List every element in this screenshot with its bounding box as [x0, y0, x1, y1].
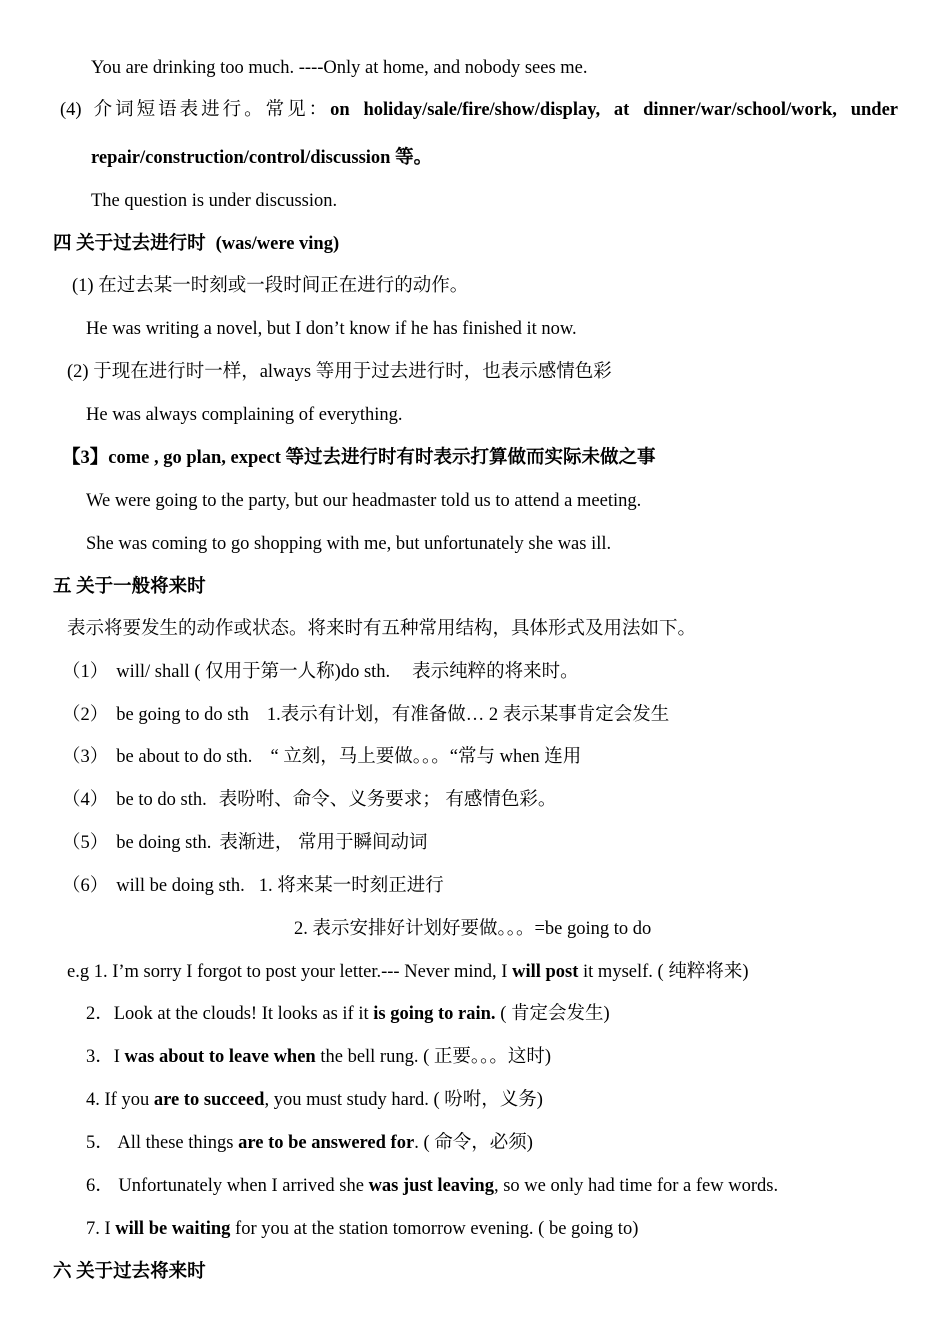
item-form: be going to do sth [116, 705, 249, 725]
structure-item-5 [62, 831, 427, 855]
example-line: The question is under discussion. [91, 191, 338, 211]
sentence-part: for you at the station tomorrow evening. ( be going to) [230, 1219, 639, 1239]
structure-item-6 [62, 874, 444, 898]
point-1: (1) 在过去某一时刻或一段时间正在进行的动作。 [72, 276, 469, 296]
item-usage: 表吩咐、命令、义务要求； 有感情色彩。 [218, 790, 557, 810]
section-heading-4 [53, 232, 339, 256]
item-form: be about to do sth. [116, 747, 253, 767]
sentence-highlight: are to be answered for [238, 1133, 415, 1153]
example-sentence-1 [67, 960, 748, 984]
sentence-highlight: are to succeed [153, 1090, 265, 1110]
sentence-part: ( 肯定会发生) [495, 1004, 610, 1024]
section-intro: 表示将要发生的动作或状态。将来时有五种常用结构，具体形式及用法如下。 [67, 619, 697, 639]
example-sentence-2 [86, 1002, 610, 1026]
sentence-part: the bell rung. ( 正要。。。这时) [315, 1047, 552, 1067]
rule-text: 介词短语表进行。常见： [93, 100, 331, 120]
example-line: He was always complaining of everything. [86, 405, 403, 425]
structure-item-6-usage-2: 2. 表示安排好计划好要做。。。=be going to do [294, 919, 652, 939]
sentence-part: 4. If you [86, 1090, 154, 1110]
rule-4-line [60, 98, 898, 122]
example-sentence-7 [86, 1217, 638, 1241]
example-sentence-5 [86, 1131, 533, 1155]
item-number: （4） [62, 790, 109, 810]
sentence-highlight: will post [512, 962, 579, 982]
item-usage: “ 立刻，马上要做。。。“常与 when 连用 [270, 747, 582, 767]
item-form: will/ shall ( 仅用于第一人称)do sth. [116, 662, 391, 682]
section-heading-6: 六 关于过去将来时 [53, 1262, 206, 1282]
item-number: （5） [62, 833, 109, 853]
item-number: （3） [62, 747, 109, 767]
sentence-part: it myself. ( 纯粹将来) [578, 962, 749, 982]
example-line: We were going to the party, but our headmaster told us to attend a meeting. [86, 491, 642, 511]
item-form: be doing sth. [116, 833, 212, 853]
point-2: (2) 于现在进行时一样，always 等用于过去进行时，也表示感情色彩 [67, 362, 612, 382]
item-form: be to do sth. [116, 790, 207, 810]
sentence-part: 3．I [86, 1047, 125, 1067]
sentence-highlight: was just leaving [368, 1176, 494, 1196]
item-number: （6） [62, 876, 109, 896]
item-number: （1） [62, 662, 109, 682]
heading-formula: (was/were ving) [215, 234, 340, 254]
rule-phrases-continued: repair/construction/control/discussion 等。 [91, 148, 433, 168]
item-number: （2） [62, 705, 109, 725]
sentence-highlight: will be waiting [115, 1219, 231, 1239]
point-3: 【3】come , go plan, expect 等过去进行时有时表示打算做而实际未做之事 [62, 448, 656, 468]
sentence-part: 5． All these things [86, 1133, 239, 1153]
item-usage: 表渐进， 常用于瞬间动词 [219, 833, 428, 853]
sentence-part: e.g 1. I’m sorry I forgot to post your letter.--- Never mind, I [67, 962, 513, 982]
sentence-highlight: is going to rain. [373, 1004, 496, 1024]
structure-item-3 [62, 745, 581, 769]
sentence-part: 7. I [86, 1219, 116, 1239]
example-sentence-6 [86, 1174, 778, 1198]
sentence-part: 2．Look at the clouds! It looks as if it [86, 1004, 374, 1024]
rule-phrases: on holiday/sale/fire/show/display, at dinner/war/school/work, under [330, 100, 898, 120]
item-usage: 表示纯粹的将来时。 [412, 662, 579, 682]
example-line: She was coming to go shopping with me, but unfortunately she was ill. [86, 534, 612, 554]
rule-number: (4) [60, 100, 82, 120]
example-sentence-4 [86, 1088, 543, 1112]
example-sentence-3 [86, 1045, 551, 1069]
section-heading-5: 五 关于一般将来时 [53, 577, 206, 597]
example-line: He was writing a novel, but I don’t know if he has finished it now. [86, 319, 577, 339]
structure-item-4 [62, 788, 556, 812]
item-usage: 1.表示有计划，有准备做… 2 表示某事肯定会发生 [266, 705, 670, 725]
sentence-part: 6． Unfortunately when I arrived she [86, 1176, 369, 1196]
sentence-part: , you must study hard. ( 吩咐，义务) [264, 1090, 543, 1110]
structure-item-2 [62, 703, 669, 727]
item-form: will be doing sth. [116, 876, 245, 896]
item-usage: 1. 将来某一时刻正进行 [258, 876, 444, 896]
heading-text: 四 关于过去进行时 [53, 234, 206, 254]
rule-4-continued [91, 146, 432, 170]
example-line: You are drinking too much. ----Only at home, and nobody sees me. [91, 58, 588, 78]
sentence-highlight: was about to leave when [124, 1047, 316, 1067]
sentence-part: . ( 命令，必须) [414, 1133, 533, 1153]
sentence-part: , so we only had time for a few words. [493, 1176, 779, 1196]
structure-item-1 [62, 660, 579, 684]
